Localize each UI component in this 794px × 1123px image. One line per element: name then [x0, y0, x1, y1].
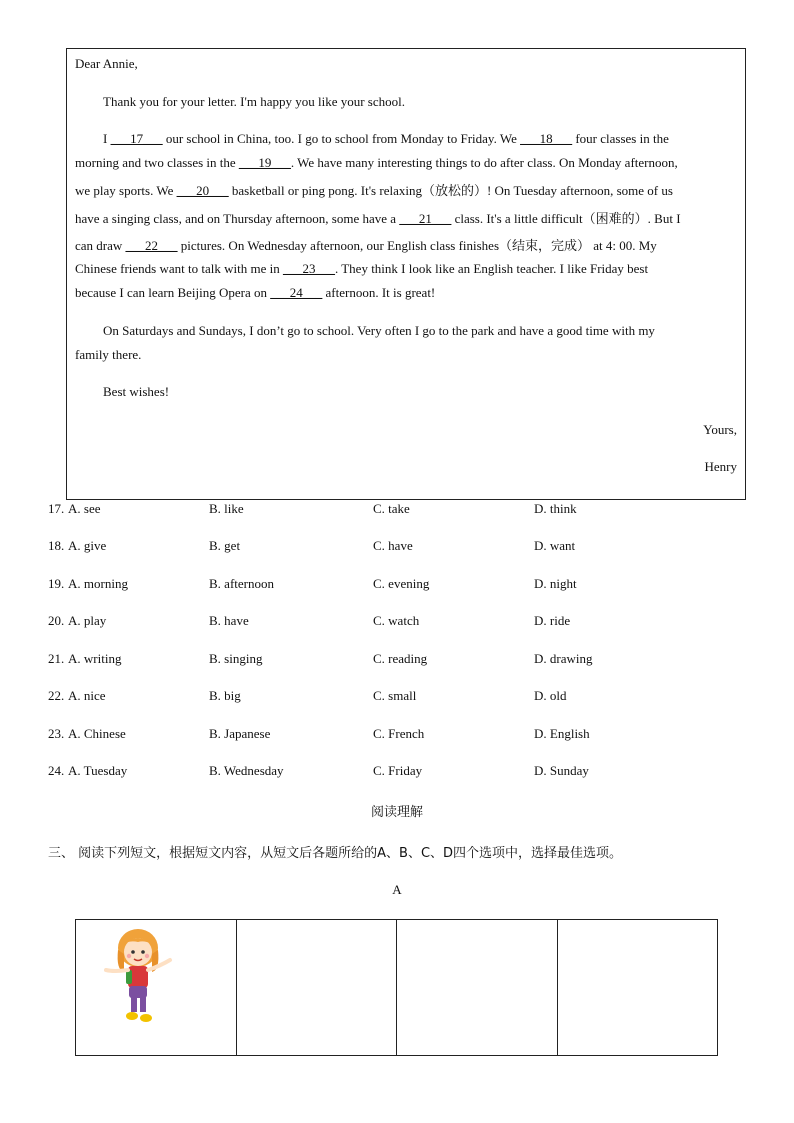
- option-row-17: [48, 501, 748, 521]
- letter-line: because I can learn Beijing Opera on ___24___ afternoon. It is great!: [75, 285, 436, 300]
- letter-line: Chinese friends want to talk with me in ___23___. They think I look like an English teacher. I like Friday best: [75, 261, 649, 276]
- section-instruction: 三、 阅读下列短文，根据短文内容，从短文后各题所给的A、B、C、D四个选项中，选择最佳选项。: [48, 846, 623, 861]
- option-c[interactable]: C. reading: [373, 651, 428, 666]
- letter-signature: Henry: [704, 459, 737, 474]
- blank-23[interactable]: ___23___: [282, 261, 335, 276]
- option-d[interactable]: D. Sunday: [534, 763, 589, 778]
- option-a[interactable]: A. see: [68, 501, 101, 516]
- letter-sign-off: Yours,: [703, 422, 737, 437]
- option-d[interactable]: D. ride: [534, 613, 571, 628]
- option-b[interactable]: B. afternoon: [209, 576, 274, 591]
- letter-paragraph-1: Thank you for your letter. I'm happy you like your school.: [103, 94, 406, 109]
- question-number: 17.: [48, 501, 65, 516]
- picture-cell-4: [557, 920, 717, 1056]
- picture-table: [75, 919, 718, 1056]
- option-a[interactable]: A. Chinese: [68, 726, 126, 741]
- option-a[interactable]: A. play: [68, 613, 107, 628]
- question-number: 24.: [48, 763, 65, 778]
- option-row-22: [48, 688, 748, 708]
- option-d[interactable]: D. English: [534, 726, 590, 741]
- letter-paragraph-3: On Saturdays and Sundays, I don’t go to school. Very often I go to the park and have a good time with my: [103, 323, 655, 338]
- blank-20[interactable]: ___20___: [176, 183, 229, 198]
- blank-24[interactable]: ___24___: [270, 285, 323, 300]
- option-d[interactable]: D. night: [534, 576, 577, 591]
- picture-cell-3: [397, 920, 557, 1056]
- option-row-19: [48, 576, 748, 596]
- letter-greeting: Dear Annie,: [75, 56, 138, 71]
- question-number: 20.: [48, 613, 65, 628]
- option-d[interactable]: D. drawing: [534, 651, 593, 666]
- option-c[interactable]: C. watch: [373, 613, 420, 628]
- picture-cell-2: [236, 920, 396, 1056]
- option-c[interactable]: C. have: [373, 538, 413, 553]
- section-title: 阅读理解: [370, 804, 423, 819]
- blank-19[interactable]: ___19___: [238, 155, 291, 170]
- letter-line: morning and two classes in the ___19___. We have many interesting things to do after class. On Monday afternoon,: [75, 155, 678, 170]
- option-b[interactable]: B. singing: [209, 651, 263, 666]
- question-number: 18.: [48, 538, 65, 553]
- letter-line: I ___17___ our school in China, too. I go to school from Monday to Friday. We ___18___ four classes in the: [103, 131, 669, 146]
- option-row-24: [48, 763, 748, 783]
- letter-box: [66, 48, 746, 500]
- option-d[interactable]: D. think: [534, 501, 577, 516]
- blank-21[interactable]: ___21___: [399, 211, 452, 226]
- passage-label: A: [392, 882, 402, 897]
- letter-paragraph-3-cont: family there.: [75, 347, 142, 362]
- option-b[interactable]: B. Japanese: [209, 726, 271, 741]
- option-b[interactable]: B. like: [209, 501, 244, 516]
- option-row-23: [48, 726, 748, 746]
- option-c[interactable]: C. evening: [373, 576, 430, 591]
- option-row-20: [48, 613, 748, 633]
- question-number: 19.: [48, 576, 65, 591]
- option-c[interactable]: C. small: [373, 688, 417, 703]
- option-a[interactable]: A. nice: [68, 688, 106, 703]
- question-number: 22.: [48, 688, 65, 703]
- option-b[interactable]: B. get: [209, 538, 241, 553]
- letter-line: we play sports. We ___20___ basketball or ping pong. It's relaxing（放松的）! On Tuesday afternoon, some of us: [75, 183, 673, 198]
- letter-closing: Best wishes!: [103, 384, 170, 399]
- option-b[interactable]: B. Wednesday: [209, 763, 284, 778]
- option-c[interactable]: C. Friday: [373, 763, 423, 778]
- option-d[interactable]: D. old: [534, 688, 567, 703]
- option-row-21: [48, 651, 748, 671]
- option-a[interactable]: A. writing: [68, 651, 122, 666]
- blank-18[interactable]: ___18___: [520, 131, 573, 146]
- option-a[interactable]: A. give: [68, 538, 107, 553]
- question-number: 23.: [48, 726, 65, 741]
- option-b[interactable]: B. big: [209, 688, 241, 703]
- option-b[interactable]: B. have: [209, 613, 249, 628]
- question-number: 21.: [48, 651, 65, 666]
- letter-line: have a singing class, and on Thursday afternoon, some have a ___21___ class. It's a little difficult（困难的）. But I: [75, 211, 681, 226]
- option-c[interactable]: C. take: [373, 501, 410, 516]
- option-row-18: [48, 538, 748, 558]
- option-d[interactable]: D. want: [534, 538, 576, 553]
- blank-17[interactable]: ___17___: [110, 131, 163, 146]
- option-c[interactable]: C. French: [373, 726, 425, 741]
- option-a[interactable]: A. Tuesday: [68, 763, 128, 778]
- picture-cell-1: [76, 920, 237, 1056]
- girl-illustration: [100, 926, 180, 1026]
- blank-22[interactable]: ___22___: [125, 238, 178, 253]
- option-a[interactable]: A. morning: [68, 576, 128, 591]
- letter-line: can draw ___22___ pictures. On Wednesday afternoon, our English class finishes（结束，完成） at 4: 00. My: [75, 238, 657, 253]
